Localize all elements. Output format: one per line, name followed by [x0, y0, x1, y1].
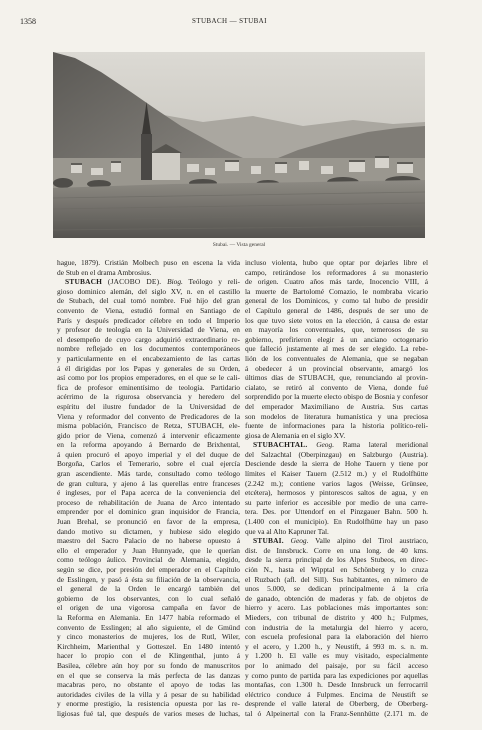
text-line: [57, 268, 240, 278]
text-line: [57, 584, 240, 594]
text-line: [245, 335, 428, 345]
text-line: [57, 613, 240, 623]
text-line: [245, 507, 428, 517]
line-text: fuente de informaciones para la historia político-reli-: [245, 421, 428, 431]
line-text: de ganado, obtención de maderas y fab. de objetos de: [245, 593, 428, 603]
line-text: Basilea, célebre aún hoy por su fondo de manuscritos: [57, 660, 240, 670]
text-line: [57, 488, 240, 498]
text-line: [245, 479, 428, 489]
text-line: [57, 517, 240, 527]
text-line: [57, 392, 240, 402]
text-line: [245, 383, 428, 393]
line-text: de Esslingen, y pasó á ésta su filiación de la observancia,: [57, 574, 240, 584]
text-line: [57, 402, 240, 412]
text-line: [57, 412, 240, 422]
line-text: general de los Dominicos, y como tal hubo de presidir: [245, 296, 428, 306]
line-text: como teólogo áulico. Provincial de Alemania, elegido,: [57, 555, 240, 565]
line-text: ligiosas fué tal, que después de varios meses de luchas,: [57, 708, 240, 718]
text-line: [57, 440, 240, 450]
text-line: [245, 546, 428, 556]
text-line: [57, 709, 240, 719]
page-number: 1358: [20, 17, 36, 26]
text-line: [245, 584, 428, 594]
text-line: [57, 527, 240, 537]
line-text: el Ruzbach (afl. del Sill). Sus habitantes, en número de: [245, 574, 428, 584]
line-text: con escuela profesional para la elaboración del hierro: [245, 632, 428, 642]
line-text: incluso violenta, hubo que optar por dejarles libre el: [245, 258, 428, 267]
text-line: [57, 316, 240, 326]
text-line: [245, 421, 428, 431]
text-line: [245, 603, 428, 613]
line-text: por lo animado del paisaje, por su fácil acceso: [245, 660, 428, 670]
line-text: macabras pero, no obstante el apoyo de todas las: [57, 680, 240, 690]
line-text: el origen de una vigorosa campaña en favor de: [57, 603, 240, 613]
text-line: [57, 690, 240, 700]
text-line: [57, 354, 240, 364]
text-line: [245, 661, 428, 671]
running-title: STUBACH — STUBAI: [192, 17, 267, 25]
text-line: [65, 277, 240, 287]
text-line: [245, 450, 428, 460]
line-text: y el acero, y 1.200 h., y Neustift, á 993 m. s. n. m.: [245, 641, 428, 651]
line-text: París y después predicador célebre en todo el Imperio: [57, 315, 240, 325]
line-text: Teólogo y reli-: [188, 277, 240, 287]
text-line: [57, 546, 240, 556]
text-line: [57, 335, 240, 345]
text-line: [57, 306, 240, 316]
text-line: [57, 642, 240, 652]
text-line: [57, 450, 240, 460]
text-line: [245, 594, 428, 604]
text-line: [245, 296, 428, 306]
figure-caption: Stubai. — Vista general: [212, 242, 266, 248]
text-line: [245, 565, 428, 575]
text-line: [245, 575, 428, 585]
text-line: [245, 498, 428, 508]
text-line: [245, 306, 428, 316]
line-text: del Salzachtal (Oberpinzgau) en Salzburgo (Austria).: [245, 449, 428, 459]
text-line: [57, 344, 240, 354]
line-text: maestro del Sacro Palacio de no haberse opuesto á: [57, 536, 240, 546]
text-line: [245, 402, 428, 412]
line-text: Borgoña, Carlos el Temerario, sobre el cual ejercía: [57, 459, 240, 469]
line-text: la muerte de Bartolomé Comazio, le nombraba vicario: [245, 286, 428, 296]
text-line: [57, 325, 240, 335]
line-text: de Stubach, del cual tomó nombre. Fué hijo del gran: [57, 296, 240, 306]
line-text: hague, 1879). Cristián Molbech puso en escena la vida: [57, 258, 240, 267]
text-line: [57, 651, 240, 661]
line-text: los que tuvo siete votos en la elección, á causa de estar: [245, 315, 428, 325]
line-text: Rama lateral meridional: [342, 440, 428, 450]
line-text: y particularmente en el encabezamiento de las cartas: [57, 353, 240, 363]
text-line: [57, 603, 240, 613]
text-line: [245, 431, 428, 441]
text-line: [57, 287, 240, 297]
line-text: y 1.200 h. El valle es muy visitado, especialmente: [245, 651, 428, 661]
text-line: [57, 680, 240, 690]
right-column: [245, 258, 428, 719]
text-line: [245, 517, 428, 527]
entry-first-line: [253, 536, 428, 546]
line-text: Kirchheim, Marienthal y Gotteszel. En 1480 intentó: [57, 641, 240, 651]
text-line: [245, 613, 428, 623]
text-line: [57, 364, 240, 374]
line-text: cialato, se retiró al convento de Viena, donde fué: [245, 382, 428, 392]
photo-stubai-general-view: [53, 52, 425, 238]
text-line: [57, 699, 240, 709]
text-line: [57, 469, 240, 479]
line-text: gioso dominico alemán, del siglo XV, n. en el castillo: [57, 286, 240, 296]
text-line: [57, 421, 240, 431]
entry-headword: STUBACH: [65, 277, 103, 287]
line-text: giosa de Alemania en el siglo XV.: [245, 430, 346, 440]
text-line: [57, 507, 240, 517]
church-nave: [152, 152, 180, 180]
line-text: que va al Alto Kapruner Tal.: [245, 526, 329, 536]
line-text: del emperador Maximiliano de Austria. Sus cartas: [245, 401, 428, 411]
line-text: tal ó Alpeinertal con la Franz-Sennhütte (2.171 m. de: [245, 708, 428, 718]
text-line: [57, 565, 240, 575]
line-text: misma población, Francisco de Retza, STUBACH, ele-: [57, 421, 240, 431]
text-line: [245, 316, 428, 326]
text-line: [57, 258, 240, 268]
text-line: [245, 277, 428, 287]
text-line: [245, 680, 428, 690]
line-text: Mieders, con tribunal de distrito y 400 h.; Fulpmes,: [245, 612, 428, 622]
line-text: gobierno de los observantes, con lo cual señaló: [57, 593, 240, 603]
line-text: Viena y reformador del convento de Predicadores de la: [57, 411, 240, 421]
line-text: Valle alpino del Tirol austriaco,: [315, 536, 428, 546]
line-text: tera. Des. por Uttendorf en el Pinzgauer Bahn. 500 h.: [245, 507, 428, 517]
line-text: en el que se conserva la más perfecta de las danzas: [57, 670, 240, 680]
text-line: [57, 431, 240, 441]
entry-subject: Geog.: [316, 440, 335, 450]
line-text: de gran cultura, y ajeno á las querellas entre franceses: [57, 478, 240, 488]
line-text: con industria de la metalurgia del hierro y acero,: [245, 622, 428, 632]
entry-headword: STUBAI.: [253, 536, 284, 546]
line-text: son modelos de literatura humanística y una preciosa: [245, 411, 428, 421]
line-text: desde la sierra principal de los Alpes Stubeos, en direc-: [245, 555, 428, 565]
text-line: [245, 258, 428, 268]
text-line: [245, 527, 428, 537]
line-text: autoridades civiles de la villa y á pesar de su habilidad: [57, 689, 240, 699]
line-text: según se dice, por presión del emperador en el Capítulo: [57, 565, 240, 574]
line-text: emprender por el dominico gran inquisidor de Francia,: [57, 507, 240, 517]
text-line: [245, 642, 428, 652]
text-line: [245, 488, 428, 498]
line-text: en la reforma apoyando á Bernardo de Brixhental,: [57, 440, 240, 450]
text-line: [57, 383, 240, 393]
entry-subject: Biog.: [167, 277, 183, 287]
line-text: acérrimo de la rigurosa observancia y heredero del: [57, 392, 240, 402]
text-line: [245, 632, 428, 642]
line-text: el general de la Orden le encargó también del: [57, 584, 240, 594]
text-line: [57, 575, 240, 585]
line-text: gido prior de Viena, comenzó á intervenir eficazmente: [57, 430, 240, 440]
line-text: su parte inferior es accesible por medio de una carre-: [245, 497, 428, 507]
line-text: gran ascendiente. Más tarde, consultado como teólogo: [57, 469, 240, 479]
line-text: nombre reflejado en los documentos contemporáneos: [57, 344, 240, 354]
text-line: [57, 373, 240, 383]
line-text: eléctrico conduce á Fulpmes. Encima de Neustift se: [245, 689, 428, 699]
line-text: é ingleses, por el Papa acerca de la conveniencia del: [57, 488, 240, 498]
line-text: ello el emperador y Juan Hunnyade, que le querían: [57, 545, 240, 555]
text-line: [245, 709, 428, 719]
line-text: gobierno, prefirieron elegir á un anciano octogenario: [245, 334, 428, 344]
line-text: ción N., hasta el Wipptal en Schönberg y lo cruza: [245, 565, 428, 574]
text-line: [57, 296, 240, 306]
text-line: [253, 536, 428, 546]
line-text: á él dirigidas por los Papas y generales de su Orden,: [57, 363, 240, 373]
text-line: [245, 325, 428, 335]
line-text: montañas, con 1.300 h. Desde Innsbruck un ferrocarril: [245, 680, 428, 690]
line-text: (1.400 con el municipio). En Rudolfhütte hay un paso: [245, 517, 428, 527]
entry-headword: STUBACHTAL.: [253, 440, 308, 450]
line-text: fica de profesor eminentísimo de teología. Partidario: [57, 382, 240, 392]
text-line: [245, 344, 428, 354]
entry-subject: Geog.: [290, 536, 309, 546]
line-text: proceso de rehabilitación de Juana de Arco intentado: [57, 497, 240, 507]
text-line: [57, 623, 240, 633]
text-line: [245, 392, 428, 402]
line-text: Juan Brehal, se pronunció en favor de la empresa,: [57, 517, 240, 527]
line-text: desprende el valle lateral de Oberberg, de Oberberg-: [245, 699, 428, 709]
left-column: [57, 258, 240, 719]
text-line: [245, 459, 428, 469]
line-text: el desempeño de cuyo cargo adquirió extraordinario re-: [57, 334, 240, 344]
text-line: [245, 373, 428, 383]
text-line: [57, 671, 240, 681]
entry-first-line: [65, 277, 240, 287]
text-line: [57, 555, 240, 565]
line-text: hierro y acero. Las poblaciones más importantes son:: [245, 603, 428, 613]
line-text: convento de Viena, estudió formal en Santiago de: [57, 305, 240, 315]
text-line: [245, 623, 428, 633]
line-text: convento de Esslingen; al año siguiente, el de Gmünd: [57, 622, 240, 632]
text-line: [245, 412, 428, 422]
line-text: dist. de Innsbruck. Corre en una long. de 40 kms.: [245, 545, 428, 555]
text-line: [253, 440, 428, 450]
text-line: [245, 671, 428, 681]
line-text: de Stub en el drama Ambrosius.: [57, 267, 152, 277]
line-text: el Capítulo general de 1486, después de ser uno de: [245, 305, 428, 315]
line-text: y como punto de partida para las expediciones por aquellas: [245, 670, 428, 680]
text-line: [245, 699, 428, 709]
text-line: [57, 498, 240, 508]
text-line: [57, 536, 240, 546]
line-text: dando motivo su dictamen, y hubiese sido elegido: [57, 526, 240, 536]
entry-first-line: [253, 440, 428, 450]
text-line: [245, 690, 428, 700]
text-line: [245, 354, 428, 364]
text-line: [245, 555, 428, 565]
text-line: [57, 459, 240, 469]
text-line: [245, 287, 428, 297]
line-text: (2.242 m.); contiene varios lagos (Weisse, Grünsee,: [245, 478, 428, 488]
line-text: espíritu del ilustre fundador de la Universidad de: [57, 401, 240, 411]
line-text: y cinco monasterios de mujeres, los de Rutl, Wiler,: [57, 632, 240, 642]
line-text: campo, retirándose los reformadores á su monasterio: [245, 267, 428, 277]
line-text: Desciende desde la sierra de Hohe Tauern y tiene por: [245, 459, 428, 469]
text-line: [245, 364, 428, 374]
line-text: así como por los propios emperadores, en el que se le cali-: [57, 373, 240, 383]
line-text: que falleció justamente al mes de ser elegido. La rebe-: [245, 344, 428, 354]
line-text: y profesor de teología en la Universidad de Viena, en: [57, 325, 240, 335]
line-text: de origen. Cuatro años más tarde, Inocencio VIII, á: [245, 277, 428, 287]
line-text: unos 5.000, se dedican principalmente á la cría: [245, 584, 428, 594]
line-text: lión de los conventuales de Alemania, que se negaban: [245, 353, 428, 363]
text-line: [245, 469, 428, 479]
line-text: la Reforma en Alemania. En 1477 había reformado el: [57, 612, 240, 622]
text-line: [57, 594, 240, 604]
line-text: etcétera), hermosos y pintorescos saltos de agua, y en: [245, 488, 428, 498]
line-text: sorprendido por la muerte electo obispo de Bosnia y confesor: [245, 392, 428, 402]
text-line: [57, 479, 240, 489]
text-line: [245, 268, 428, 278]
text-line: [57, 661, 240, 671]
line-text: á quien procuró el apoyo imperial y el del duque de: [57, 449, 240, 459]
church-tower: [141, 134, 152, 180]
line-text: á obedecer á un provincial observante, amargó los: [245, 363, 428, 373]
text-line: [57, 632, 240, 642]
line-text: últimos días de STUBACH, que, renunciando al provin-: [245, 373, 428, 383]
line-text: límites el Kaiser Tauern (2.512 m.) y el Rudolfhütte: [245, 469, 428, 479]
line-text: en mayoría los conventuales, que, temerosos de su: [245, 325, 428, 335]
line-text: hacer lo propio con el de Klingenthal, junto á: [57, 651, 240, 661]
line-text: y enorme prestigio, la resistencia opuesta por las re-: [57, 699, 240, 709]
entry-qualifier: (JACOBO DE).: [107, 277, 162, 287]
text-line: [245, 651, 428, 661]
